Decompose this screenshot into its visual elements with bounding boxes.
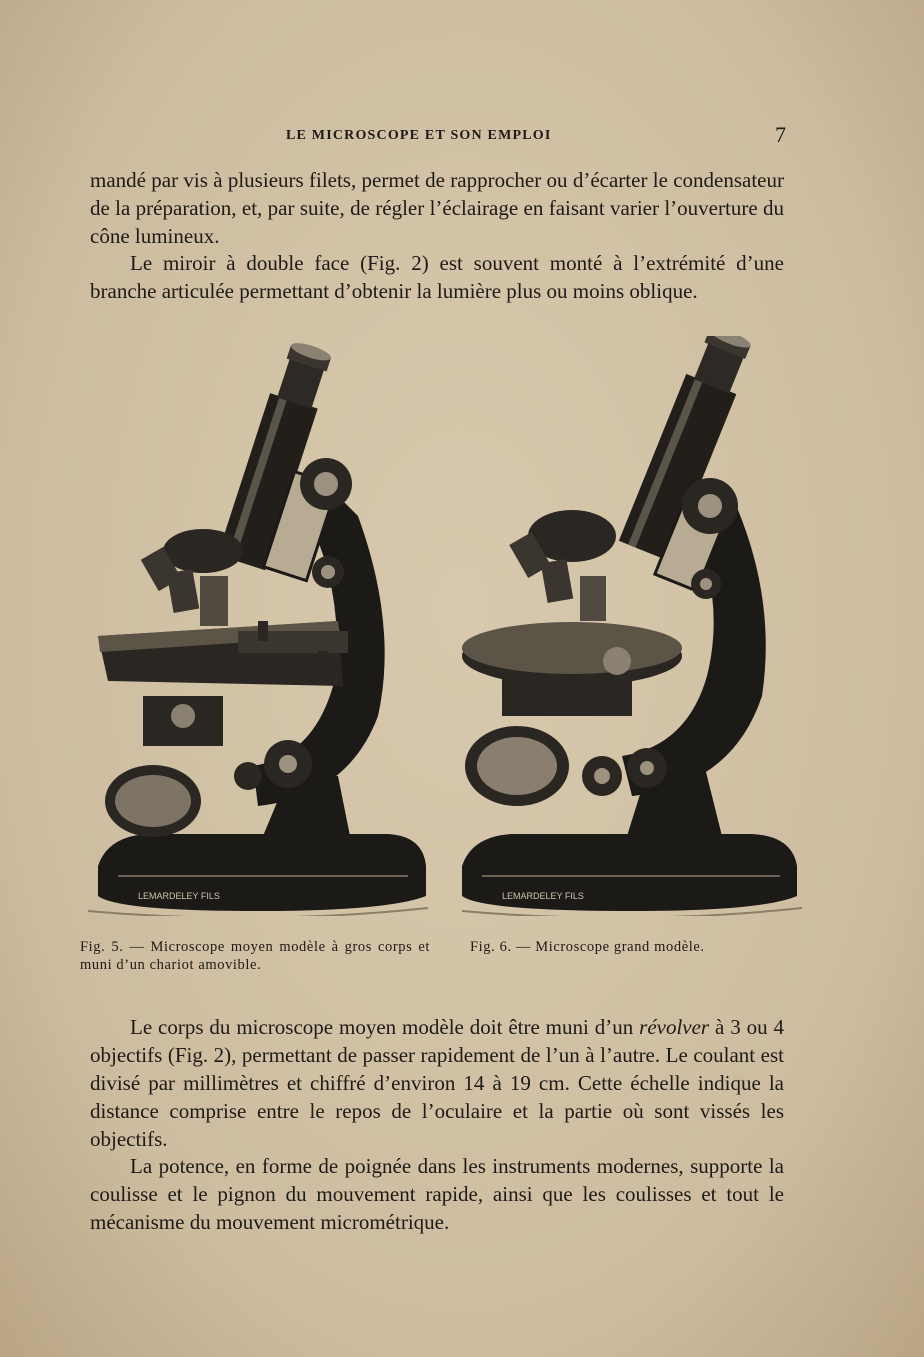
page-number: 7 (775, 122, 786, 147)
engraver-signature: LEMARDELEY FILS (138, 891, 220, 901)
revolver-term: révolver (639, 1015, 710, 1039)
microscope-medium-engraving (88, 336, 428, 916)
figure-5-microscope-illustration (88, 336, 428, 916)
paragraph-condenser: mandé par vis à plusieurs filets, permet de rapprocher ou d’écarter le condensateur de la préparation, et, par suite, de régler l’éclairage en faisant varier l’ouverture du cône lumineux. (90, 168, 784, 248)
paragraph-body-tube-start: Le corps du microscope moyen modèle doit être muni d’un (130, 1015, 634, 1039)
paragraph-mirror: Le miroir à double face (Fig. 2) est souvent monté à l’extrémité d’une branche articulée permettant d’obtenir la lumière plus ou moins oblique. (90, 251, 784, 303)
running-title: LE MICROSCOPE ET SON EMPLOI (286, 128, 552, 143)
figure-6-microscope-illustration (462, 336, 802, 916)
figure-5-caption: Fig. 5. — Microscope moyen modèle à gros corps et muni d’un chariot amovible. (80, 939, 430, 973)
figure-6-caption: Fig. 6. — Microscope grand modèle. (470, 939, 705, 955)
running-header (90, 124, 790, 154)
paragraph-body-tube-rest: à 3 ou 4 objectifs (Fig. 2), permettant de passer rapidement de l’un à l’autre. Le coulant est divisé par millimètres et chiffré d’environ 14 à 19 cm. Cette échelle indique la distance comprise entre le repos de l’oculaire et la partie où sont vissés les objectifs. (90, 1015, 785, 1151)
microscope-large-engraving (462, 336, 802, 916)
paragraph-body-tube (90, 1013, 784, 1153)
engraver-signature: LEMARDELEY FILS (502, 891, 584, 901)
paragraph-arm: La potence, en forme de poignée dans les instruments modernes, supporte la coulisse et le pignon du mouvement rapide, ainsi que les coulisses et tout le mécanisme du mouvement micrométrique. (90, 1154, 784, 1234)
